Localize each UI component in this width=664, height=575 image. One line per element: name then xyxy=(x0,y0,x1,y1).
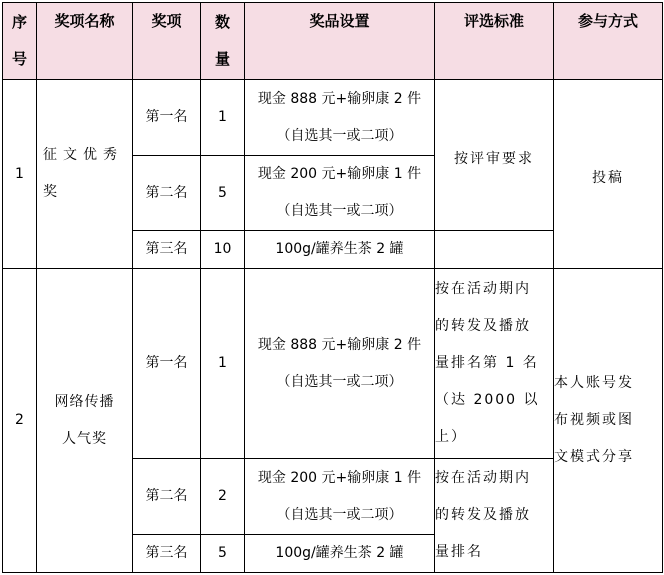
participation-cell: 投稿 xyxy=(554,80,663,269)
prize-cell: 现金 888 元+输卵康 2 件 （自选其一或二项） xyxy=(245,269,435,459)
prize-cell: 现金 200 元+输卵康 1 件 （自选其一或二项） xyxy=(245,459,435,535)
header-award-item: 奖项 xyxy=(133,3,201,80)
prize-cell: 100g/罐养生茶 2 罐 xyxy=(245,231,435,269)
prize-cell: 现金 888 元+输卵康 2 件 （自选其一或二项） xyxy=(245,80,435,156)
award-name-cell: 征文优秀 奖 xyxy=(37,80,133,269)
header-participation: 参与方式 xyxy=(554,3,663,80)
rank-cell: 第三名 xyxy=(133,231,201,269)
rank-cell: 第三名 xyxy=(133,535,201,573)
qty-cell: 1 xyxy=(201,269,245,459)
rank-cell: 第二名 xyxy=(133,459,201,535)
prize-cell: 100g/罐养生茶 2 罐 xyxy=(245,535,435,573)
criteria-cell: 按评审要求 xyxy=(435,80,554,231)
qty-cell: 10 xyxy=(201,231,245,269)
rank-cell: 第一名 xyxy=(133,269,201,459)
award-name-cell: 网络传播 人气奖 xyxy=(37,269,133,573)
prize-cell: 现金 200 元+输卵康 1 件 （自选其一或二项） xyxy=(245,156,435,231)
qty-cell: 1 xyxy=(201,80,245,156)
participation-cell: 本人账号发 布视频或图 文模式分享 xyxy=(554,269,663,573)
awards-table xyxy=(2,2,663,573)
qty-cell: 2 xyxy=(201,459,245,535)
header-criteria: 评选标准 xyxy=(435,3,554,80)
header-award-name: 奖项名称 xyxy=(37,3,133,80)
criteria-cell-empty xyxy=(435,231,554,269)
table-row xyxy=(3,269,663,459)
rank-cell: 第一名 xyxy=(133,80,201,156)
criteria-cell: 按在活动期内 的转发及播放 量排名 xyxy=(435,459,554,573)
criteria-cell: 按在活动期内 的转发及播放 量排名第 1 名 （达 2000 以 上） xyxy=(435,269,554,459)
header-quantity: 数 量 xyxy=(201,3,245,80)
header-prize: 奖品设置 xyxy=(245,3,435,80)
header-row xyxy=(3,3,663,80)
seq-cell: 1 xyxy=(3,80,37,269)
qty-cell: 5 xyxy=(201,156,245,231)
qty-cell: 5 xyxy=(201,535,245,573)
seq-cell: 2 xyxy=(3,269,37,573)
table-row xyxy=(3,80,663,156)
header-seq: 序 号 xyxy=(3,3,37,80)
rank-cell: 第二名 xyxy=(133,156,201,231)
